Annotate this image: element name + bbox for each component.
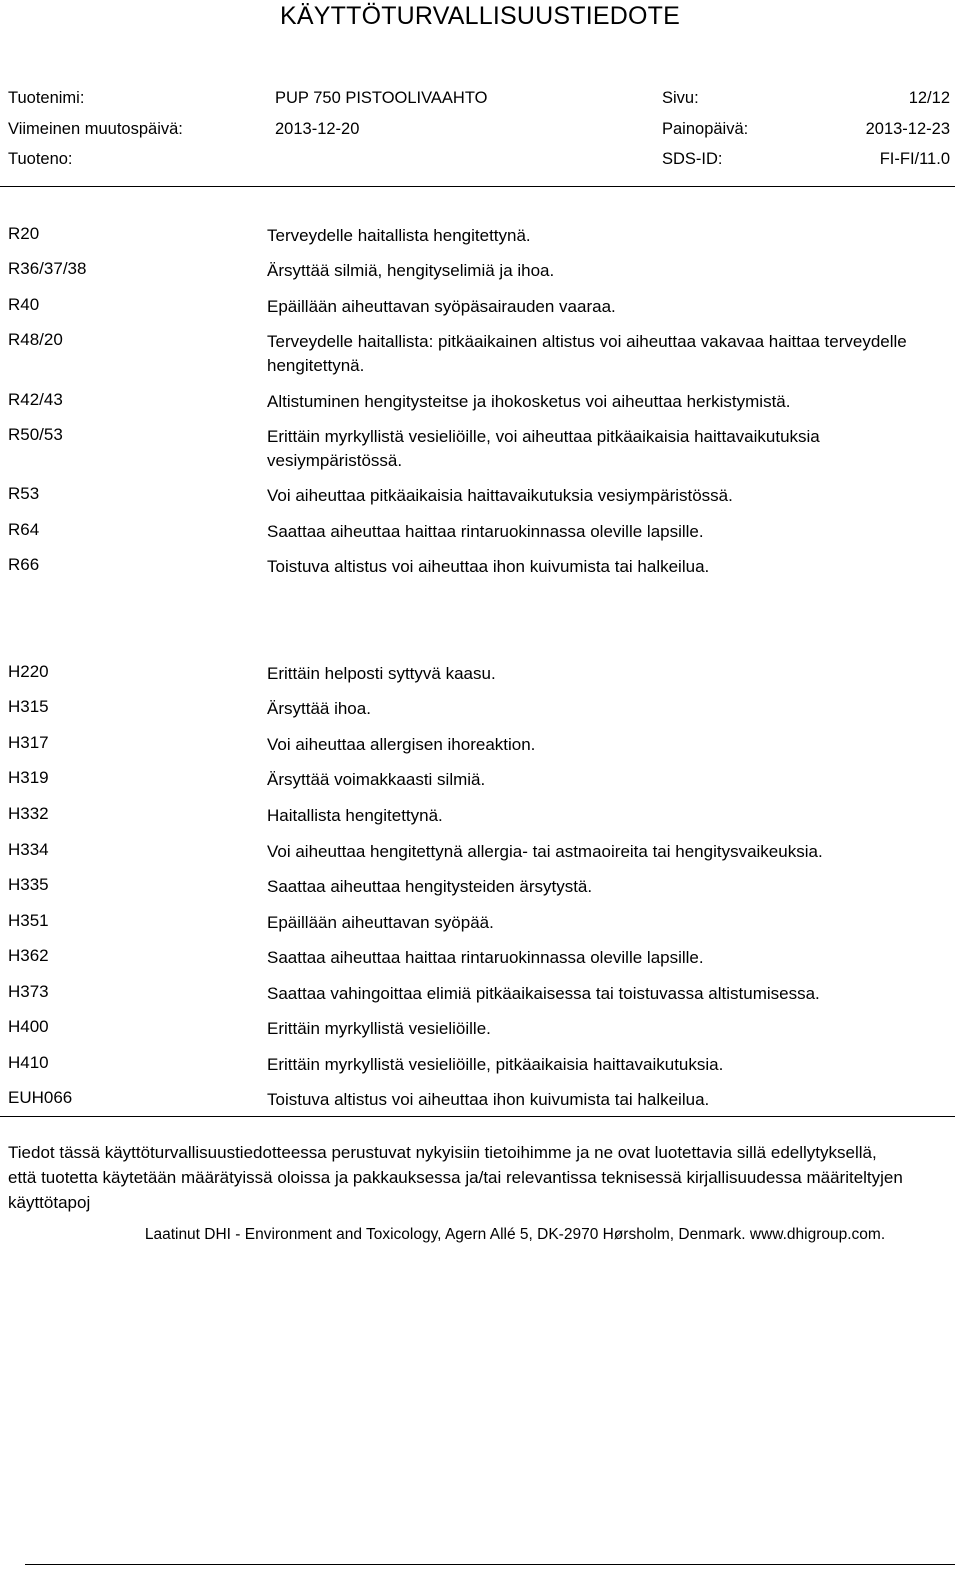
phrase-text: Altistuminen hengitysteitse ja ihokosketus voi aiheuttaa herkistymistä. — [267, 392, 791, 411]
phrase-code: H335 — [8, 875, 49, 894]
phrase-text: Saattaa aiheuttaa haittaa rintaruokinnassa oleville lapsille. — [267, 948, 704, 967]
phrase-text: Erittäin myrkyllistä vesieliöille. — [267, 1019, 491, 1038]
phrase-code: H410 — [8, 1053, 49, 1072]
phrase-code: R66 — [8, 555, 40, 574]
product-number-label: Tuoteno: — [8, 150, 73, 168]
phrase-code: R20 — [8, 224, 40, 243]
print-date-label: Painopäivä: — [662, 120, 749, 138]
phrase-text: Saattaa aiheuttaa haittaa rintaruokinnassa oleville lapsille. — [267, 522, 704, 541]
phrase-text: Saattaa vahingoittaa elimiä pitkäaikaisessa tai toistuvassa altistumisessa. — [267, 984, 820, 1003]
revision-date-label: Viimeinen muutospäivä: — [8, 120, 183, 138]
phrase-text: Epäillään aiheuttavan syöpäsairauden vaaraa. — [267, 297, 616, 316]
phrase-code: H351 — [8, 911, 49, 930]
print-date-value: 2013-12-23 — [865, 120, 950, 138]
phrase-code: R40 — [8, 295, 40, 314]
phrase-code: R48/20 — [8, 330, 63, 349]
phrase-code: H373 — [8, 982, 49, 1001]
phrase-code: H400 — [8, 1017, 49, 1036]
page-bottom-rule — [25, 1564, 955, 1565]
phrase-text: Ärsyttää voimakkaasti silmiä. — [267, 770, 486, 789]
phrase-text: Erittäin helposti syttyvä kaasu. — [267, 664, 496, 683]
disclaimer-text: Tiedot tässä käyttöturvallisuustiedotteessa perustuvat nykyisiin tietoihimme ja ne ovat luotettavia sillä edellytyksellä, että tuotetta käytetään määrätyissä oloissa ja pakkauksessa ja/tai relevantissa teknisessä kirjallisuudessa määriteltyjen käyttötapoj — [8, 1143, 903, 1212]
phrase-text: Haitallista hengitettynä. — [267, 806, 443, 825]
phrase-text: Voi aiheuttaa allergisen ihoreaktion. — [267, 735, 536, 754]
page-label: Sivu: — [662, 89, 699, 107]
sds-id-label: SDS-ID: — [662, 150, 723, 168]
phrase-text: Erittäin myrkyllistä vesieliöille, voi aiheuttaa pitkäaikaisia haittavaikutuksia vesiympäristössä. — [267, 427, 820, 470]
sds-id-value: FI-FI/11.0 — [879, 150, 950, 168]
page-value: 12/12 — [908, 89, 950, 107]
phrase-code: R53 — [8, 484, 40, 503]
phrase-code: H317 — [8, 733, 49, 752]
product-name-value: PUP 750 PISTOOLIVAAHTO — [275, 89, 488, 107]
phrase-code: H332 — [8, 804, 49, 823]
phrase-code: R50/53 — [8, 425, 63, 444]
phrase-text: Ärsyttää ihoa. — [267, 699, 371, 718]
phrase-text: Ärsyttää silmiä, hengityselimiä ja ihoa. — [267, 261, 555, 280]
phrase-text: Voi aiheuttaa hengitettynä allergia- tai astmaoireita tai hengitysvaikeuksia. — [267, 842, 823, 861]
h-phrase-divider — [0, 1116, 955, 1117]
footer-credit: Laatinut DHI - Environment and Toxicology, Agern Allé 5, DK-2970 Hørsholm, Denmark. www.dhigroup.com. — [144, 1226, 886, 1243]
phrase-text: Toistuva altistus voi aiheuttaa ihon kuivumista tai halkeilua. — [267, 557, 710, 576]
phrase-text: Toistuva altistus voi aiheuttaa ihon kuivumista tai halkeilua. — [267, 1090, 710, 1109]
phrase-text: Terveydelle haitallista: pitkäaikainen altistus voi aiheuttaa vakavaa haittaa terveydelle hengitettynä. — [267, 332, 907, 375]
phrase-code: H334 — [8, 840, 49, 859]
phrase-code: H315 — [8, 697, 49, 716]
phrase-code: EUH066 — [8, 1088, 73, 1107]
phrase-code: H362 — [8, 946, 49, 965]
phrase-text: Terveydelle haitallista hengitettynä. — [267, 226, 531, 245]
revision-date-value: 2013-12-20 — [275, 120, 360, 138]
document-title: KÄYTTÖTURVALLISUUSTIEDOTE — [280, 2, 680, 30]
product-name-label: Tuotenimi: — [8, 89, 85, 107]
phrase-code: R42/43 — [8, 390, 63, 409]
header-divider — [0, 186, 955, 187]
phrase-code: R36/37/38 — [8, 259, 87, 278]
phrase-code: H319 — [8, 768, 49, 787]
phrase-text: Epäillään aiheuttavan syöpää. — [267, 913, 494, 932]
phrase-text: Erittäin myrkyllistä vesieliöille, pitkäaikaisia haittavaikutuksia. — [267, 1055, 724, 1074]
phrase-text: Saattaa aiheuttaa hengitysteiden ärsytystä. — [267, 877, 593, 896]
phrase-text: Voi aiheuttaa pitkäaikaisia haittavaikutuksia vesiympäristössä. — [267, 486, 733, 505]
phrase-code: R64 — [8, 520, 40, 539]
phrase-code: H220 — [8, 662, 49, 681]
